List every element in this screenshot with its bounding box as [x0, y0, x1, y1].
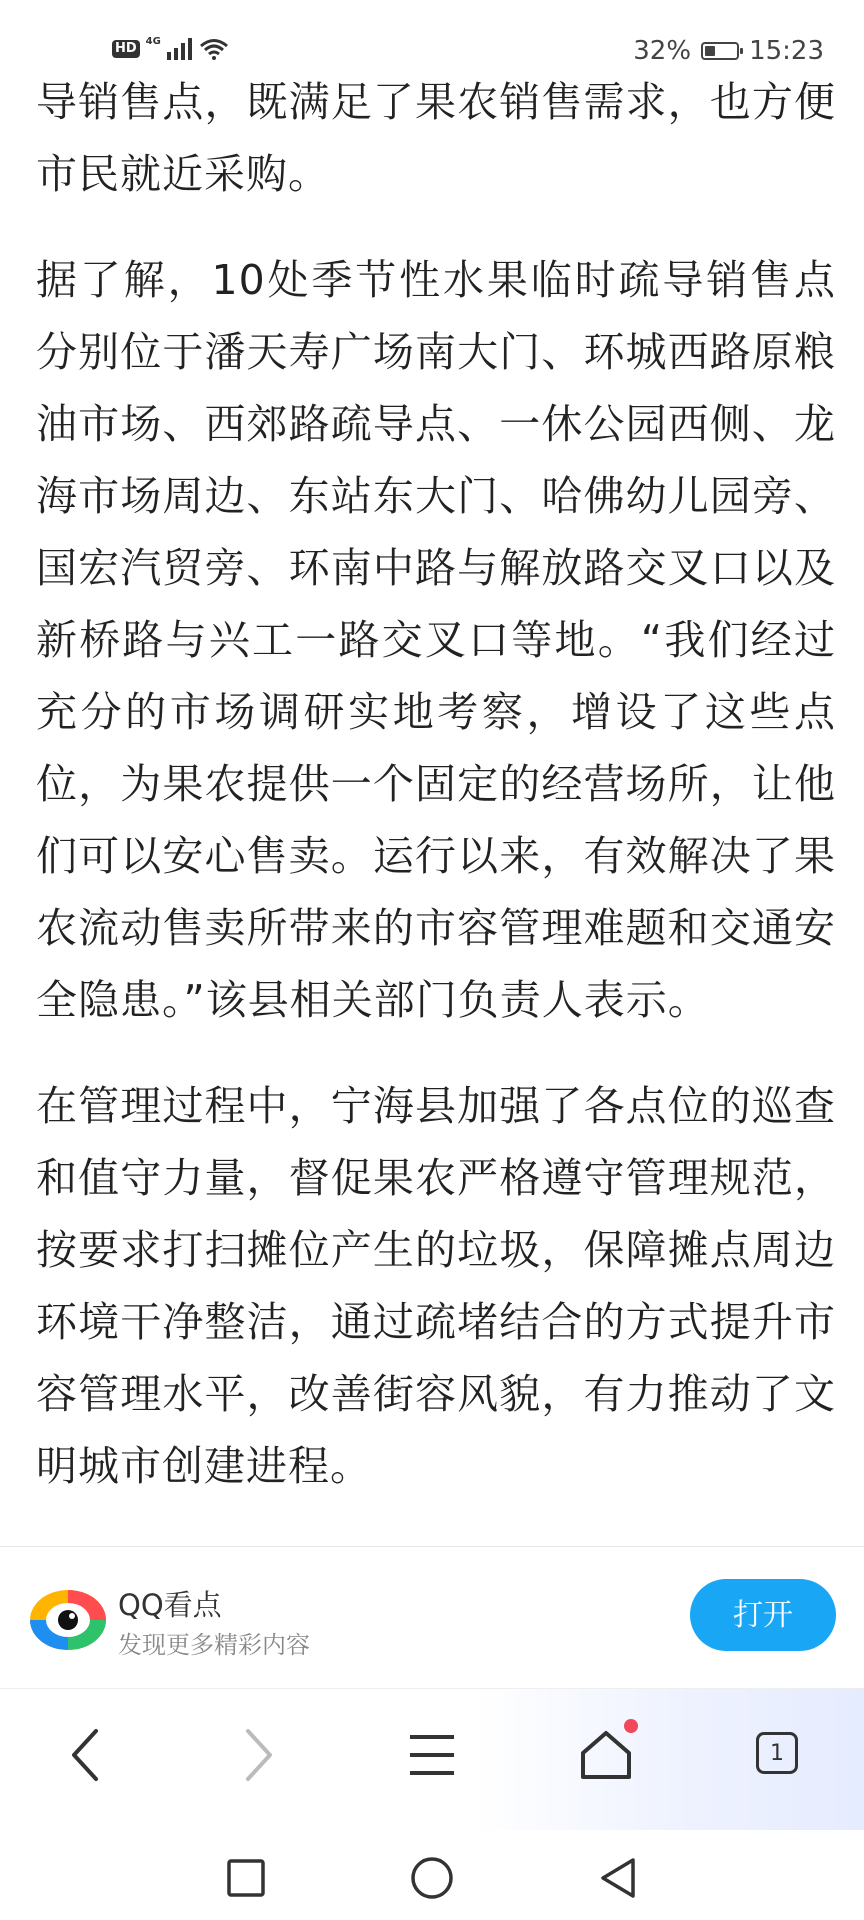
recent-apps-button[interactable]	[218, 1850, 274, 1906]
back-icon	[66, 1727, 106, 1783]
back-button[interactable]	[46, 1715, 126, 1795]
hd-badge: HD	[112, 40, 140, 58]
home-icon	[579, 1729, 633, 1781]
signal-icon	[167, 38, 193, 60]
system-back-button[interactable]	[590, 1850, 646, 1906]
article-paragraph: 据了解，10处季节性水果临时疏导销售点分别位于潘天寿广场南大门、环城西路原粮油市场、西郊路疏导点、一休公园西侧、龙海市场周边、东站东大门、哈佛幼儿园旁、国宏汽贸旁、环南中路与解放路交叉口以及新桥路与兴工一路交叉口等地。“我们经过充分的市场调研实地考察，增设了这些点位，为果农提供一个固定的经营场所，让他们可以安心售卖。运行以来，有效解决了果农流动售卖所带来的市容管理难题和交通安全隐患。”该县相关部门负责人表示。	[36, 256, 836, 1024]
recent-apps-icon	[226, 1858, 266, 1898]
article-paragraph: 在管理过程中，宁海县加强了各点位的巡查和值守力量，督促果农严格遵守管理规范，按要求打扫摊位产生的垃圾，保障摊点周边环境干净整洁，通过疏堵结合的方式提升市容管理水平，改善街容风貌，有力推动了文明城市创建进程。	[36, 1082, 836, 1490]
app-banner[interactable]	[0, 1547, 864, 1687]
battery-icon	[701, 42, 739, 60]
notification-dot	[624, 1719, 638, 1733]
qq-kandian-logo-icon	[28, 1585, 108, 1655]
tabs-count: 1	[770, 1740, 784, 1766]
article-paragraph: 导销售点，既满足了果农销售需求，也方便市民就近采购。	[36, 78, 836, 198]
status-right	[633, 36, 824, 66]
banner-subtitle: 发现更多精彩内容	[118, 1631, 310, 1659]
banner-app-name: QQ看点	[118, 1588, 222, 1622]
open-app-button[interactable]: 打开	[690, 1579, 836, 1651]
network-type: 4G	[145, 35, 161, 47]
clock: 15:23	[749, 36, 824, 66]
status-bar	[0, 0, 864, 70]
menu-button[interactable]	[392, 1715, 472, 1795]
battery-fill	[705, 46, 715, 56]
status-left	[112, 35, 229, 60]
menu-icon	[408, 1733, 456, 1777]
browser-toolbar	[0, 1688, 864, 1831]
wifi-icon	[199, 38, 229, 60]
forward-icon	[238, 1727, 278, 1783]
article-body	[36, 66, 836, 1502]
forward-button[interactable]	[218, 1715, 298, 1795]
home-circle-icon	[410, 1856, 454, 1900]
back-triangle-icon	[597, 1856, 639, 1900]
system-home-button[interactable]	[404, 1850, 460, 1906]
battery-percent: 32%	[633, 36, 692, 66]
system-nav-bar	[0, 1830, 864, 1920]
tabs-button[interactable]	[756, 1732, 798, 1774]
